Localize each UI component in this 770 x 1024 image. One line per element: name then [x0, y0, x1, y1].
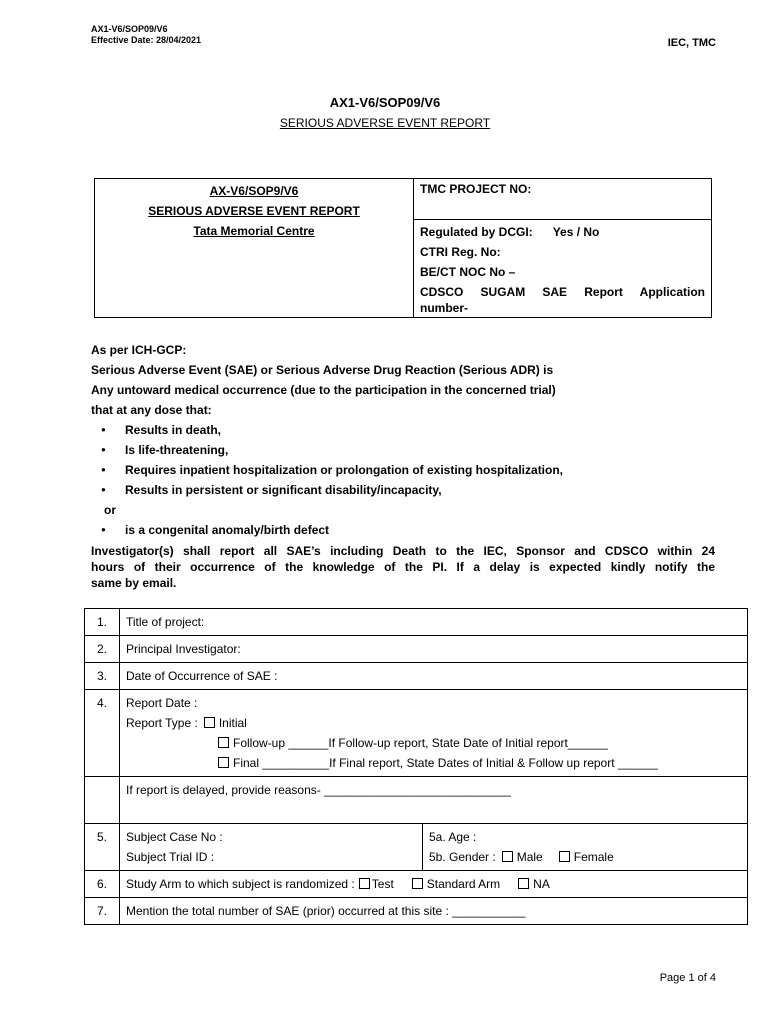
report-type-initial [126, 713, 741, 733]
definition-intro: As per ICH-GCP: [91, 343, 187, 357]
noc-no: BE/CT NOC No – [420, 265, 516, 279]
regulated-line [420, 222, 705, 242]
sugam-line2: number- [420, 301, 468, 315]
prior-sae-count-field[interactable]: Mention the total number of SAE (prior) occurred at this site : ___________ [120, 898, 748, 925]
instruction-line1: Investigator(s) shall report all SAE’s including Death to the IEC, Sponsor and CDSCO within 24 [91, 544, 715, 558]
subject-trial-id-field[interactable]: Subject Trial ID : [126, 850, 215, 864]
title-of-project-field[interactable]: Title of project: [120, 609, 748, 636]
report-date-field[interactable]: Report Date : [126, 696, 198, 710]
subject-ids-cell [120, 824, 423, 871]
row-number: 1. [85, 609, 120, 636]
definition-line2: Any untoward medical occurrence (due to the participation in the concerned trial) [91, 383, 556, 397]
sae-form-table [84, 608, 748, 925]
info-box-left [95, 179, 414, 317]
table-row [85, 898, 748, 925]
gender-label: 5b. Gender : [429, 850, 496, 864]
age-field[interactable]: 5a. Age : [429, 830, 477, 844]
table-row [85, 690, 748, 777]
report-date-type-cell [120, 690, 748, 777]
or-label: or [104, 503, 116, 517]
doc-title: SERIOUS ADVERSE EVENT REPORT [279, 116, 491, 130]
doc-title-code: AX1-V6/SOP09/V6 [329, 95, 441, 110]
row-number: 3. [85, 663, 120, 690]
subject-case-no-field[interactable]: Subject Case No : [126, 830, 223, 844]
row-number: 4. [85, 690, 120, 777]
info-box [94, 178, 712, 318]
standard-arm-label: Standard Arm [426, 877, 501, 891]
delay-reasons-field[interactable]: If report is delayed, provide reasons- ____________________________ [120, 777, 748, 824]
followup-checkbox[interactable] [218, 737, 229, 748]
yes-no: Yes / No [552, 225, 600, 239]
row-number: 5. [85, 824, 120, 871]
effective-date: Effective Date: 28/04/2021 [91, 35, 202, 45]
initial-checkbox[interactable] [204, 717, 215, 728]
regulated-label: Regulated by DCGI: [420, 225, 533, 239]
female-checkbox[interactable] [559, 851, 570, 862]
report-type-final [126, 753, 741, 773]
info-box-right [414, 179, 711, 317]
standard-arm-checkbox[interactable] [412, 878, 423, 889]
form-title: SERIOUS ADVERSE EVENT REPORT [148, 204, 360, 218]
row-number: 7. [85, 898, 120, 925]
instruction-paragraph [91, 543, 715, 591]
institution: Tata Memorial Centre [193, 224, 315, 238]
test-checkbox[interactable] [359, 878, 370, 889]
gender-field [429, 847, 741, 867]
study-arm-label: Study Arm to which subject is randomized : [126, 877, 355, 891]
male-label: Male [516, 850, 543, 864]
page-number: Page 1 of 4 [659, 972, 716, 984]
final-label: Final __________If Final report, State Dates of Initial & Follow up report ______ [233, 756, 658, 770]
table-row [85, 636, 748, 663]
report-type-followup [126, 733, 741, 753]
na-checkbox[interactable] [518, 878, 529, 889]
instruction-line3: same by email. [91, 576, 177, 590]
bullet-item: ● is a congenital anomaly/birth defect [91, 520, 716, 540]
date-of-occurrence-field[interactable]: Date of Occurrence of SAE : [120, 663, 748, 690]
study-arm-field [120, 871, 748, 898]
definition-line1: Serious Adverse Event (SAE) or Serious Adverse Drug Reaction (Serious ADR) is [91, 363, 554, 377]
final-checkbox[interactable] [218, 757, 229, 768]
form-code: AX-V6/SOP9/V6 [209, 184, 299, 198]
table-row [85, 663, 748, 690]
row-number: 2. [85, 636, 120, 663]
instruction-line2: hours of their occurrence of the knowledge of the PI. If a delay is expected kindly notify the [91, 560, 715, 574]
table-row [85, 871, 748, 898]
doc-code: AX1-V6/SOP09/V6 [91, 24, 168, 34]
table-row [85, 824, 748, 871]
bullet-item: ● Is life-threatening, [91, 440, 716, 460]
definition-line3: that at any dose that: [91, 403, 212, 417]
regulatory-info [414, 220, 711, 316]
principal-investigator-field[interactable]: Principal Investigator: [120, 636, 748, 663]
sae-definition [91, 340, 716, 540]
initial-label: Initial [218, 716, 247, 730]
report-type-label: Report Type : [126, 716, 198, 730]
male-checkbox[interactable] [502, 851, 513, 862]
followup-label: Follow-up ______If Follow-up report, State Date of Initial report______ [233, 736, 608, 750]
bullet-item: ● Results in death, [91, 420, 716, 440]
project-no: TMC PROJECT NO: [414, 179, 711, 220]
row-number: 6. [85, 871, 120, 898]
bullet-item: ● Results in persistent or significant disability/incapacity, [91, 480, 716, 500]
sugam-line1: CDSCO SUGAM SAE Report Application [420, 285, 705, 299]
na-label: NA [533, 877, 550, 891]
header-right: IEC, TMC [667, 37, 716, 49]
header-left [91, 24, 201, 46]
test-label: Test [371, 877, 394, 891]
bullet-item: ● Requires inpatient hospitalization or prolongation of existing hospitalization, [91, 460, 716, 480]
table-row [85, 609, 748, 636]
table-row [85, 777, 748, 824]
age-gender-cell [423, 824, 748, 871]
female-label: Female [573, 850, 614, 864]
ctri-reg: CTRI Reg. No: [420, 245, 501, 259]
